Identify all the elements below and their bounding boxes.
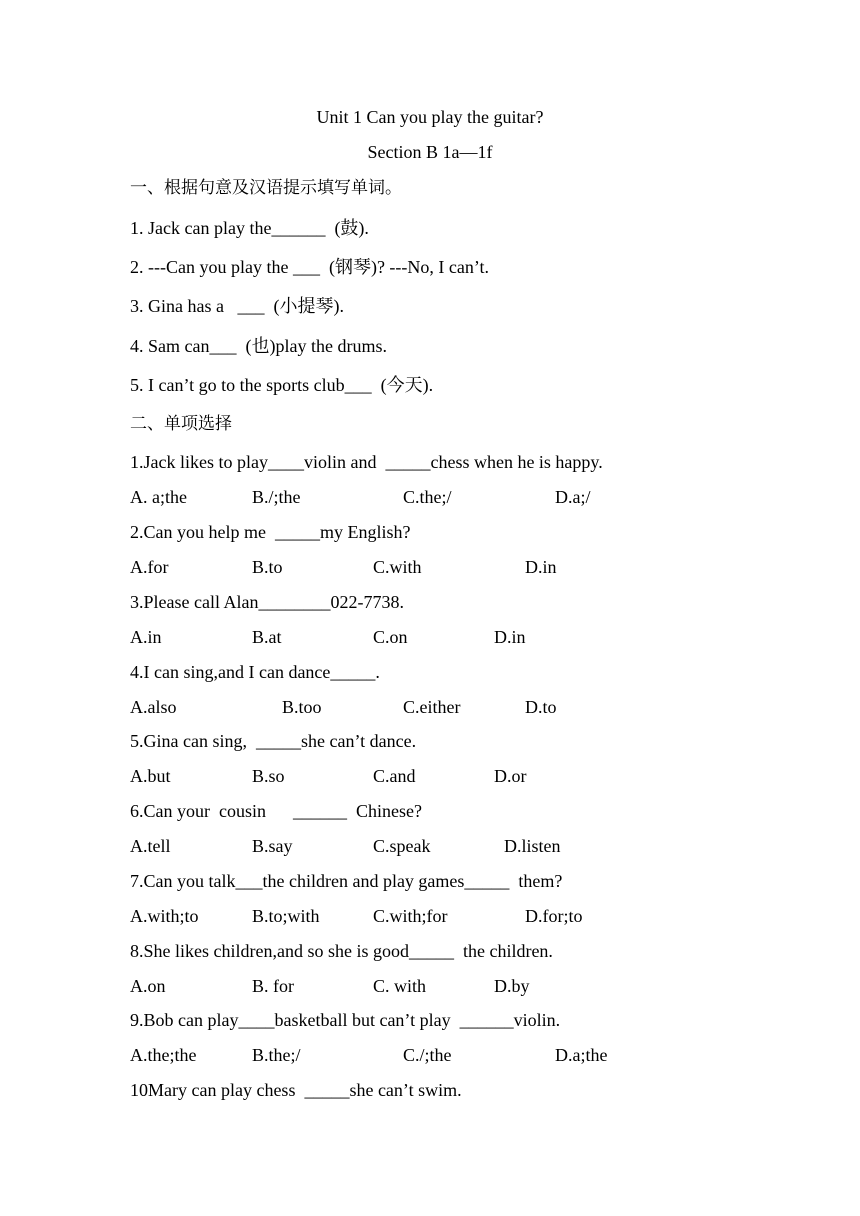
q3-option-c: C.on [373, 627, 408, 647]
q9-option-b: B.the;/ [252, 1045, 301, 1065]
q7-option-d: D.for;to [525, 906, 583, 926]
question-7: 7.Can you talk___the children and play games_____ them? [130, 871, 563, 891]
q5-option-a: A.but [130, 766, 171, 786]
q2-option-b: B.to [252, 557, 283, 577]
q3-option-b: B.at [252, 627, 282, 647]
question-8: 8.She likes children,and so she is good_____ the children. [130, 941, 553, 961]
q8-option-b: B. for [252, 976, 294, 996]
q6-option-c: C.speak [373, 836, 431, 856]
q4-option-a: A.also [130, 697, 177, 717]
fill-item-4: 4. Sam can___ (也)play the drums. [130, 336, 387, 356]
question-5: 5.Gina can sing, _____she can’t dance. [130, 731, 417, 751]
q4-option-c: C.either [403, 697, 461, 717]
q1-option-a: A. a;the [130, 487, 187, 507]
q8-option-d: D.by [494, 976, 530, 996]
q9-option-c: C./;the [403, 1045, 452, 1065]
q1-option-c: C.the;/ [403, 487, 452, 507]
q8-option-c: C. with [373, 976, 427, 996]
q6-option-a: A.tell [130, 836, 171, 856]
q4-option-d: D.to [525, 697, 557, 717]
section-2-heading: 二、单项选择 [130, 414, 232, 434]
question-1: 1.Jack likes to play____violin and _____chess when he is happy. [130, 452, 603, 472]
page-title: Unit 1 Can you play the guitar? [316, 107, 544, 127]
q5-option-b: B.so [252, 766, 285, 786]
page-subtitle: Section B 1a—1f [367, 142, 493, 162]
q2-option-a: A.for [130, 557, 169, 577]
q9-option-d: D.a;the [555, 1045, 608, 1065]
q8-option-a: A.on [130, 976, 166, 996]
question-4: 4.I can sing,and I can dance_____. [130, 662, 380, 682]
fill-item-1: 1. Jack can play the______ (鼓). [130, 218, 369, 238]
question-9: 9.Bob can play____basketball but can’t play ______violin. [130, 1010, 561, 1030]
fill-item-3: 3. Gina has a ___ (小提琴). [130, 296, 344, 316]
question-6: 6.Can your cousin ______ Chinese? [130, 801, 422, 821]
q9-option-a: A.the;the [130, 1045, 197, 1065]
q5-option-c: C.and [373, 766, 416, 786]
q2-option-d: D.in [525, 557, 557, 577]
q3-option-d: D.in [494, 627, 526, 647]
q6-option-b: B.say [252, 836, 293, 856]
q5-option-d: D.or [494, 766, 527, 786]
question-3: 3.Please call Alan________022-7738. [130, 592, 404, 612]
q1-option-b: B./;the [252, 487, 301, 507]
question-2: 2.Can you help me _____my English? [130, 522, 411, 542]
fill-item-5: 5. I can’t go to the sports club___ (今天). [130, 375, 434, 395]
q7-option-a: A.with;to [130, 906, 199, 926]
q3-option-a: A.in [130, 627, 162, 647]
question-10: 10Mary can play chess _____she can’t swim. [130, 1080, 462, 1100]
q7-option-b: B.to;with [252, 906, 320, 926]
section-1-heading: 一、根据句意及汉语提示填写单词。 [130, 178, 402, 198]
q7-option-c: C.with;for [373, 906, 448, 926]
q6-option-d: D.listen [504, 836, 561, 856]
q4-option-b: B.too [282, 697, 322, 717]
q1-option-d: D.a;/ [555, 487, 591, 507]
fill-item-2: 2. ---Can you play the ___ (钢琴)? ---No, I can’t. [130, 257, 490, 277]
q2-option-c: C.with [373, 557, 422, 577]
